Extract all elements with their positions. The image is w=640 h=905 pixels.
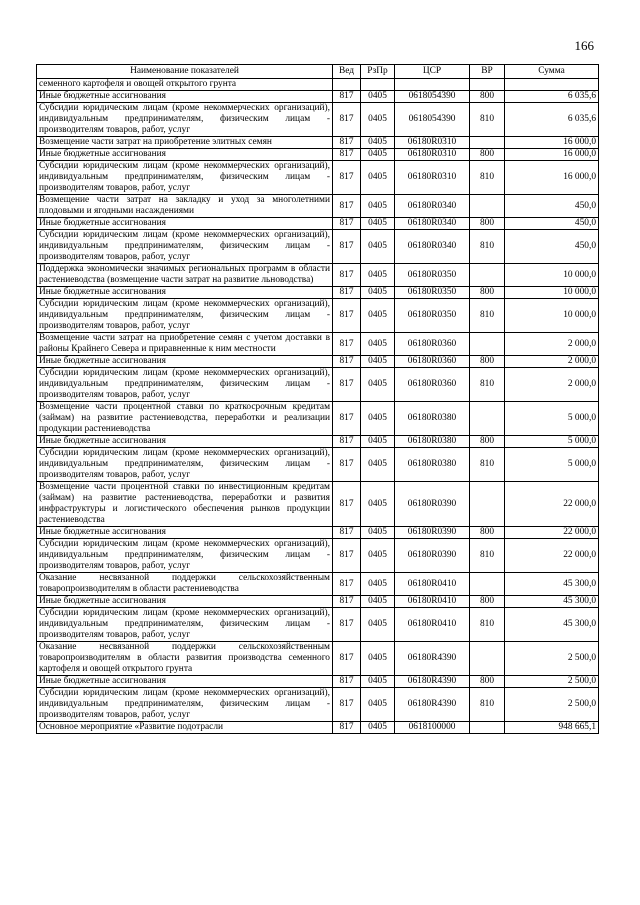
table-row [37,402,599,436]
cell-sum: 450,0 [505,230,599,264]
table-row [37,368,599,402]
cell-csr: 06180R0380 [395,402,470,436]
page-number: 166 [574,38,594,53]
cell-ved: 817 [333,287,361,299]
cell-rzpr: 0405 [361,368,395,402]
cell-ved: 817 [333,676,361,688]
cell-ved: 817 [333,482,361,527]
cell-ved: 817 [333,264,361,287]
cell-name: Иные бюджетные ассигнования [37,596,333,608]
cell-rzpr: 0405 [361,676,395,688]
cell-vr [470,402,505,436]
cell-sum: 22 000,0 [505,527,599,539]
cell-csr: 06180R0340 [395,230,470,264]
cell-csr: 06180R0380 [395,448,470,482]
cell-sum: 5 000,0 [505,436,599,448]
cell-name: Иные бюджетные ассигнования [37,436,333,448]
cell-vr: 810 [470,103,505,137]
cell-csr: 0618054390 [395,103,470,137]
cell-csr: 06180R0410 [395,596,470,608]
header-vr: ВР [470,65,505,79]
cell-ved: 817 [333,573,361,596]
cell-name: Иные бюджетные ассигнования [37,218,333,230]
cell-rzpr: 0405 [361,287,395,299]
table-row [37,195,599,218]
cell-sum: 16 000,0 [505,149,599,161]
table-row [37,333,599,356]
cell-sum: 16 000,0 [505,161,599,195]
table-row [37,161,599,195]
cell-vr [470,573,505,596]
cell-ved: 817 [333,436,361,448]
cell-name: Возмещение части процентной ставки по краткосрочным кредитам (займам) на развитие растениеводства, переработки и реализации продукции растениеводства [37,402,333,436]
cell-sum [505,79,599,91]
cell-ved: 817 [333,103,361,137]
cell-rzpr: 0405 [361,161,395,195]
cell-rzpr: 0405 [361,573,395,596]
cell-ved: 817 [333,608,361,642]
table-row [37,149,599,161]
cell-rzpr: 0405 [361,448,395,482]
cell-rzpr: 0405 [361,103,395,137]
cell-name: Иные бюджетные ассигнования [37,287,333,299]
cell-vr: 810 [470,299,505,333]
cell-sum: 45 300,0 [505,596,599,608]
cell-ved: 817 [333,539,361,573]
cell-rzpr: 0405 [361,482,395,527]
cell-vr: 810 [470,230,505,264]
cell-rzpr: 0405 [361,264,395,287]
cell-rzpr: 0405 [361,195,395,218]
cell-ved [333,79,361,91]
cell-vr: 810 [470,161,505,195]
cell-rzpr: 0405 [361,722,395,734]
table-row [37,137,599,149]
cell-vr [470,722,505,734]
table-row [37,230,599,264]
cell-rzpr: 0405 [361,539,395,573]
cell-rzpr [361,79,395,91]
cell-name: Субсидии юридическим лицам (кроме некоммерческих организаций), индивидуальным предпринимателям, физическим лицам - производителям товаров, работ, услуг [37,161,333,195]
cell-ved: 817 [333,218,361,230]
cell-sum: 45 300,0 [505,573,599,596]
cell-csr: 06180R0360 [395,356,470,368]
cell-sum: 450,0 [505,195,599,218]
cell-vr: 800 [470,527,505,539]
header-sum: Сумма [505,65,599,79]
table-row [37,103,599,137]
cell-vr: 810 [470,608,505,642]
cell-csr: 06180R0350 [395,264,470,287]
cell-csr: 06180R0310 [395,149,470,161]
cell-ved: 817 [333,368,361,402]
table-row [37,218,599,230]
cell-name: Возмещение части процентной ставки по инвестиционным кредитам (займам) на развитие растениеводства, переработки и развития инфраструктуры и логистического обеспечения рынков продукции растениеводства [37,482,333,527]
cell-rzpr: 0405 [361,230,395,264]
table-row [37,676,599,688]
cell-sum: 6 035,6 [505,91,599,103]
cell-ved: 817 [333,596,361,608]
cell-csr: 06180R0340 [395,218,470,230]
cell-csr: 06180R0410 [395,573,470,596]
cell-name: Иные бюджетные ассигнования [37,676,333,688]
cell-name: Субсидии юридическим лицам (кроме некоммерческих организаций), индивидуальным предпринимателям, физическим лицам - производителям товаров, работ, услуг [37,448,333,482]
cell-name: Иные бюджетные ассигнования [37,356,333,368]
cell-name: Возмещение части затрат на закладку и уход за многолетними плодовыми и ягодными насаждениями [37,195,333,218]
cell-csr: 06180R0350 [395,299,470,333]
table-row [37,642,599,676]
header-rzpr: РзПр [361,65,395,79]
cell-vr [470,642,505,676]
cell-csr: 06180R0360 [395,333,470,356]
cell-sum: 2 500,0 [505,676,599,688]
header-name: Наименование показателей [37,65,333,79]
cell-ved: 817 [333,91,361,103]
cell-csr: 06180R0390 [395,482,470,527]
table-row [37,482,599,527]
cell-name: Иные бюджетные ассигнования [37,149,333,161]
cell-vr: 800 [470,436,505,448]
cell-sum: 16 000,0 [505,137,599,149]
table-row [37,91,599,103]
header-ved: Вед [333,65,361,79]
cell-ved: 817 [333,149,361,161]
cell-ved: 817 [333,402,361,436]
cell-vr: 800 [470,676,505,688]
cell-csr: 06180R0350 [395,287,470,299]
cell-rzpr: 0405 [361,688,395,722]
cell-rzpr: 0405 [361,642,395,676]
cell-sum: 22 000,0 [505,539,599,573]
cell-sum: 10 000,0 [505,264,599,287]
cell-name: Оказание несвязанной поддержки сельскохозяйственным товаропроизводителям в области растениеводства [37,573,333,596]
cell-name: Субсидии юридическим лицам (кроме некоммерческих организаций), индивидуальным предпринимателям, физическим лицам - производителям товаров, работ, услуг [37,230,333,264]
cell-sum: 2 000,0 [505,368,599,402]
cell-ved: 817 [333,161,361,195]
cell-name: Субсидии юридическим лицам (кроме некоммерческих организаций), индивидуальным предпринимателям, физическим лицам - производителям товаров, работ, услуг [37,299,333,333]
cell-ved: 817 [333,137,361,149]
cell-ved: 817 [333,230,361,264]
cell-vr: 810 [470,368,505,402]
table-row [37,448,599,482]
cell-sum: 45 300,0 [505,608,599,642]
cell-vr [470,264,505,287]
cell-vr [470,137,505,149]
cell-ved: 817 [333,722,361,734]
table-row [37,436,599,448]
cell-name: Иные бюджетные ассигнования [37,527,333,539]
cell-csr: 0618054390 [395,91,470,103]
cell-name: Возмещение части затрат на приобретение семян с учетом доставки в районы Крайнего Севера и приравненные к ним местности [37,333,333,356]
cell-sum: 450,0 [505,218,599,230]
cell-vr: 800 [470,91,505,103]
cell-name: Субсидии юридическим лицам (кроме некоммерческих организаций), индивидуальным предпринимателям, физическим лицам - производителям товаров, работ, услуг [37,368,333,402]
cell-csr: 06180R0390 [395,539,470,573]
cell-vr: 800 [470,356,505,368]
cell-csr: 06180R0380 [395,436,470,448]
cell-vr: 800 [470,149,505,161]
cell-csr: 06180R0390 [395,527,470,539]
cell-ved: 817 [333,642,361,676]
table-row [37,573,599,596]
cell-rzpr: 0405 [361,333,395,356]
cell-csr: 06180R4390 [395,676,470,688]
cell-sum: 2 500,0 [505,688,599,722]
cell-vr: 810 [470,448,505,482]
table-row [37,356,599,368]
cell-rzpr: 0405 [361,91,395,103]
table-row [37,539,599,573]
cell-rzpr: 0405 [361,596,395,608]
cell-csr: 06180R0410 [395,608,470,642]
table-row [37,527,599,539]
continuation-text: семенного картофеля и овощей открытого грунта [37,79,333,91]
cell-csr: 06180R0310 [395,161,470,195]
table-row [37,722,599,734]
cell-name: Субсидии юридическим лицам (кроме некоммерческих организаций), индивидуальным предпринимателям, физическим лицам - производителям товаров, работ, услуг [37,539,333,573]
continuation-row [37,79,599,91]
budget-table [36,64,599,734]
cell-name: Субсидии юридическим лицам (кроме некоммерческих организаций), индивидуальным предпринимателям, физическим лицам - производителям товаров, работ, услуг [37,688,333,722]
cell-csr: 06180R0310 [395,137,470,149]
cell-vr: 810 [470,688,505,722]
cell-sum: 948 665,1 [505,722,599,734]
cell-ved: 817 [333,299,361,333]
cell-name: Субсидии юридическим лицам (кроме некоммерческих организаций), индивидуальным предпринимателям, физическим лицам - производителям товаров, работ, услуг [37,608,333,642]
cell-name: Поддержка экономически значимых региональных программ в области растениеводства (возмещение части затрат на развитие льноводства) [37,264,333,287]
header-csr: ЦСР [395,65,470,79]
cell-rzpr: 0405 [361,218,395,230]
cell-sum: 2 500,0 [505,642,599,676]
table-row [37,688,599,722]
cell-rzpr: 0405 [361,436,395,448]
cell-csr [395,79,470,91]
cell-rzpr: 0405 [361,527,395,539]
cell-csr: 0618100000 [395,722,470,734]
cell-vr [470,482,505,527]
cell-vr [470,333,505,356]
cell-rzpr: 0405 [361,137,395,149]
cell-sum: 22 000,0 [505,482,599,527]
cell-csr: 06180R0340 [395,195,470,218]
cell-sum: 10 000,0 [505,299,599,333]
cell-name: Основное мероприятие «Развитие подотрасли [37,722,333,734]
table-row [37,608,599,642]
table-row [37,264,599,287]
cell-sum: 2 000,0 [505,333,599,356]
cell-csr: 06180R0360 [395,368,470,402]
table-row [37,287,599,299]
cell-vr: 800 [470,218,505,230]
cell-sum: 5 000,0 [505,402,599,436]
cell-sum: 10 000,0 [505,287,599,299]
cell-name: Иные бюджетные ассигнования [37,91,333,103]
cell-name: Оказание несвязанной поддержки сельскохозяйственным товаропроизводителям в области развития производства семенного картофеля и овощей открытого грунта [37,642,333,676]
cell-ved: 817 [333,195,361,218]
cell-ved: 817 [333,448,361,482]
cell-ved: 817 [333,527,361,539]
cell-vr [470,195,505,218]
cell-ved: 817 [333,333,361,356]
cell-sum: 5 000,0 [505,448,599,482]
cell-csr: 06180R4390 [395,642,470,676]
cell-csr: 06180R4390 [395,688,470,722]
cell-vr: 800 [470,287,505,299]
cell-ved: 817 [333,688,361,722]
cell-vr: 810 [470,539,505,573]
cell-vr [470,79,505,91]
cell-rzpr: 0405 [361,402,395,436]
cell-ved: 817 [333,356,361,368]
cell-sum: 6 035,6 [505,103,599,137]
table-row [37,299,599,333]
cell-sum: 2 000,0 [505,356,599,368]
table-header-row [37,65,599,79]
cell-rzpr: 0405 [361,608,395,642]
cell-rzpr: 0405 [361,149,395,161]
cell-vr: 800 [470,596,505,608]
table-row [37,596,599,608]
cell-rzpr: 0405 [361,299,395,333]
cell-name: Субсидии юридическим лицам (кроме некоммерческих организаций), индивидуальным предпринимателям, физическим лицам - производителям товаров, работ, услуг [37,103,333,137]
cell-name: Возмещение части затрат на приобретение элитных семян [37,137,333,149]
cell-rzpr: 0405 [361,356,395,368]
